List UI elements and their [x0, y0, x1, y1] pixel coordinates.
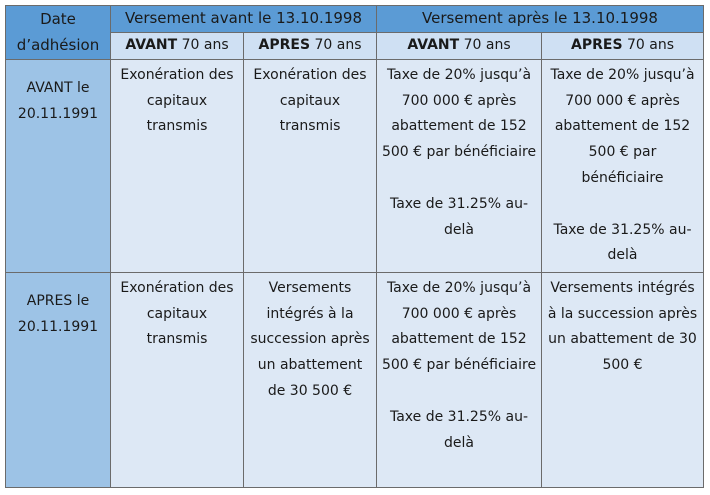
header-row-age: [6, 32, 704, 59]
table-cell: [542, 272, 704, 487]
cell-extra-text: Taxe de 31.25% au-delà: [553, 221, 692, 264]
table-row: [6, 272, 704, 487]
table-cell: [244, 272, 377, 487]
cell-text: Exonération des capitaux transmis: [120, 279, 234, 348]
cell-extra-text: Taxe de 31.25% au-delà: [389, 408, 529, 451]
table-cell: [111, 59, 244, 272]
age-header-bold: AVANT: [125, 36, 178, 53]
table-cell: [244, 59, 377, 272]
cell-text: Taxe de 20% jusqu’à 700 000 € après abattement de 152 500 € par bénéficiaire: [381, 66, 537, 161]
cell-extra-text: Taxe de 31.25% au-delà: [389, 195, 529, 238]
header-row-groups: [6, 6, 704, 33]
age-header-rest: 70 ans: [459, 36, 511, 53]
group-header-before: Versement avant le 13.10.1998: [111, 6, 377, 33]
tax-table: [5, 5, 704, 488]
cell-text: Taxe de 20% jusqu’à 700 000 € après abattement de 152 500 € par bénéficiaire: [550, 66, 695, 186]
cell-text: Versements intégrés à la succession après un abattement de 30 500 €: [250, 279, 370, 399]
table-row: [6, 59, 704, 272]
age-header: [111, 32, 244, 59]
table-cell: [542, 59, 704, 272]
age-header-rest: 70 ans: [622, 36, 674, 53]
date-adhesion-header: Date d’adhésion: [6, 6, 111, 60]
age-header-bold: APRES: [258, 36, 311, 53]
table-cell: [111, 272, 244, 487]
age-header-rest: 70 ans: [310, 36, 362, 53]
age-header-rest: 70 ans: [177, 36, 229, 53]
cell-text: Versements intégrés à la succession après un abattement de 30 500 €: [547, 279, 698, 374]
age-header: [244, 32, 377, 59]
tax-table-container: [5, 5, 704, 488]
row-label: AVANT le 20.11.1991: [6, 59, 111, 272]
table-cell: [377, 59, 542, 272]
cell-text: Exonération des capitaux transmis: [253, 66, 367, 135]
age-header-bold: AVANT: [407, 36, 460, 53]
cell-text: Taxe de 20% jusqu’à 700 000 € après abattement de 152 500 € par bénéficiaire: [381, 279, 537, 374]
age-header: [542, 32, 704, 59]
table-cell: [377, 272, 542, 487]
age-header-bold: APRES: [571, 36, 623, 53]
group-header-after: Versement après le 13.10.1998: [377, 6, 704, 33]
cell-text: Exonération des capitaux transmis: [120, 66, 234, 135]
age-header: [377, 32, 542, 59]
row-label: APRES le 20.11.1991: [6, 272, 111, 487]
